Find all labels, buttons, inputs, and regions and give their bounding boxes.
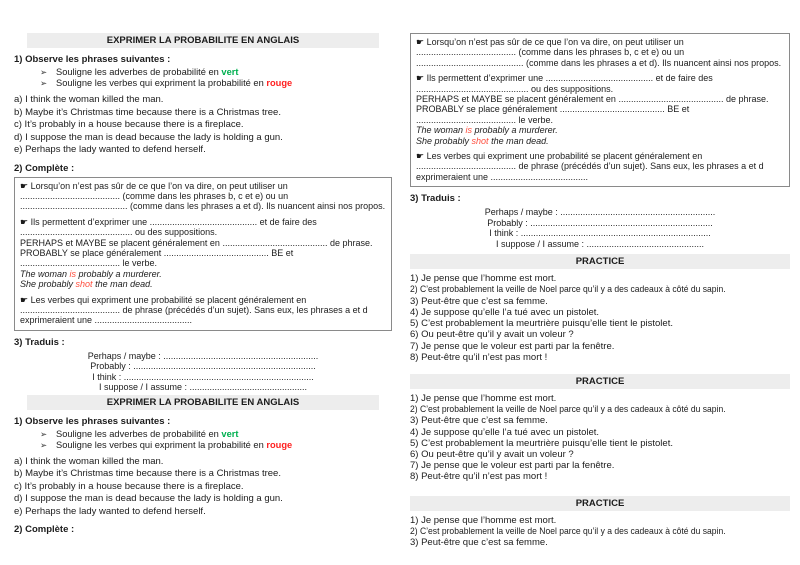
bullet-verbes xyxy=(40,440,392,451)
section3-heading: 3) Traduis : xyxy=(410,193,461,205)
box-paragraph-5 xyxy=(20,295,386,326)
traduis-line-isuppose: I suppose / I assume : ............................................... xyxy=(98,382,308,393)
section2-heading: 2) Complète : xyxy=(14,524,75,536)
example-sentence-1 xyxy=(416,125,784,135)
practice-item: 2) C’est probablement la veille de Noel parce qu’il y a des cadeaux à côté du sapin. xyxy=(410,525,726,537)
box-paragraph-5 xyxy=(416,151,784,182)
worksheet-title: EXPRIMER LA PROBABILITE EN ANGLAIS xyxy=(27,33,379,48)
practice-item: 7) Je pense que le voleur est parti par la fenêtre. xyxy=(410,340,615,352)
sentence-d: d) I suppose the man is dead because the lady is holding a gun. xyxy=(14,493,283,505)
red-verb: shot xyxy=(471,135,489,146)
sentence-b: b) Maybe it’s Christmas time because there is a Christmas tree. xyxy=(14,468,281,480)
example-text: the man dead. xyxy=(488,135,549,146)
traduis-block xyxy=(410,207,790,249)
bullet-text: Souligne les verbes qui expriment la probabilité en xyxy=(56,78,267,88)
traduis-line-perhaps: Perhaps / maybe : .............................................................. xyxy=(484,207,716,218)
color-word-rouge: rouge xyxy=(266,439,293,450)
bullet-adverbes xyxy=(40,429,392,440)
page-1 xyxy=(14,0,392,535)
section1-bullets xyxy=(14,429,392,451)
box-paragraph-4: PROBABLY se place généralement .......................................... BE et ........................................ le verbe. xyxy=(20,247,294,269)
bullet-text: Souligne les adverbes de probabilité en xyxy=(56,67,222,77)
red-verb: is xyxy=(69,268,77,279)
observe-sentences xyxy=(14,456,392,519)
practice-list-2 xyxy=(410,393,790,483)
observe-sentences xyxy=(14,94,392,157)
red-verb: shot xyxy=(75,279,93,290)
box-paragraph-2 xyxy=(20,217,386,238)
box-paragraph-3: PERHAPS et MAYBE se placent généralement en .......................................... de phrase. xyxy=(20,237,373,248)
practice-item: 7) Je pense que le voleur est parti par la fenêtre. xyxy=(410,460,615,472)
practice-item: 3) Peut-être que c’est sa femme. xyxy=(410,536,548,548)
sentence-c: c) It’s probably in a house because there is a fireplace. xyxy=(14,480,244,492)
bullet-text: Souligne les adverbes de probabilité en xyxy=(56,428,222,439)
pointing-hand-icon: ☛ xyxy=(20,180,29,191)
practice-item: 4) Je suppose qu’elle l’a tué avec un pistolet. xyxy=(410,426,600,438)
practice-title: PRACTICE xyxy=(410,496,790,511)
example-sentence-1 xyxy=(20,269,386,279)
arrow-bullet-icon: ➢ xyxy=(40,428,48,439)
red-verb: is xyxy=(465,125,473,136)
pointing-hand-icon: ☛ xyxy=(416,151,425,162)
arrow-bullet-icon: ➢ xyxy=(40,78,48,88)
bullet-verbes xyxy=(40,78,392,89)
pointing-hand-icon: ☛ xyxy=(416,37,425,47)
completion-box xyxy=(14,177,392,331)
section3-heading: 3) Traduis : xyxy=(14,336,65,348)
practice-item: 1) Je pense que l’homme est mort. xyxy=(410,514,557,526)
traduis-line-probably: Probably : ......................................................................... xyxy=(90,361,316,372)
worksheet-title: EXPRIMER LA PROBABILITE EN ANGLAIS xyxy=(27,395,379,410)
page-2 xyxy=(410,0,790,548)
practice-item: 5) C’est probablement la meurtrière puisqu’elle tient le pistolet. xyxy=(410,318,673,330)
color-word-vert: vert xyxy=(221,67,239,77)
practice-item: 1) Je pense que l’homme est mort. xyxy=(410,392,557,404)
example-text: She probably xyxy=(20,279,76,290)
practice-list-3 xyxy=(410,515,790,549)
practice-item: 2) C’est probablement la veille de Noel parce qu’il y a des cadeaux à côté du sapin. xyxy=(410,404,726,416)
completion-box xyxy=(410,33,790,187)
pointing-hand-icon: ☛ xyxy=(20,294,29,305)
box-text: Ils permettent d’exprimer une ........................................... et de faire des ............................................. ou des suppositions. xyxy=(416,73,713,94)
bullet-adverbes xyxy=(40,67,392,78)
bullet-text: Souligne les verbes qui expriment la probabilité en xyxy=(56,439,267,450)
traduis-line-ithink: I think : ............................................................................ xyxy=(92,371,314,382)
example-text: the man dead. xyxy=(92,279,153,290)
section1-heading: 1) Observe les phrases suivantes : xyxy=(14,415,171,427)
sentence-b: b) Maybe it’s Christmas time because there is a Christmas tree. xyxy=(14,106,281,118)
box-paragraph-2 xyxy=(416,73,784,94)
traduis-block xyxy=(14,351,392,393)
traduis-line-isuppose: I suppose / I assume : ............................................... xyxy=(495,238,705,249)
section1-bullets xyxy=(14,67,392,89)
practice-item: 8) Peut-être qu’il n’est pas mort ! xyxy=(410,471,548,483)
section2-heading: 2) Complète : xyxy=(14,162,75,174)
practice-item: 6) Ou peut-être qu’il y avait un voleur ? xyxy=(410,448,574,460)
box-paragraph-1 xyxy=(416,37,784,68)
section1-heading: 1) Observe les phrases suivantes : xyxy=(14,54,171,65)
traduis-line-ithink: I think : ............................................................................ xyxy=(489,228,711,239)
practice-item: 3) Peut-être que c’est sa femme. xyxy=(410,295,548,307)
example-text: probably a murderer. xyxy=(76,268,162,279)
box-text: Les verbes qui expriment une probabilité se placent généralement en ........................................ de phrase (précédés d’un sujet). Sans eux, les phrases a et d exprimeraient une ....................................... xyxy=(416,151,764,182)
practice-title: PRACTICE xyxy=(410,374,790,389)
arrow-bullet-icon: ➢ xyxy=(40,67,48,77)
practice-item: 2) C’est probablement la veille de Noel parce qu’il y a des cadeaux à côté du sapin. xyxy=(410,284,726,296)
arrow-bullet-icon: ➢ xyxy=(40,439,48,450)
traduis-line-probably: Probably : ......................................................................... xyxy=(487,217,713,228)
practice-item: 3) Peut-être que c’est sa femme. xyxy=(410,415,548,427)
sentence-c: c) It’s probably in a house because there is a fireplace. xyxy=(14,119,244,130)
example-sentence-2 xyxy=(416,136,784,146)
practice-item: 1) Je pense que l’homme est mort. xyxy=(410,273,557,285)
box-paragraph-4: PROBABLY se place généralement .......................................... BE et ........................................ le verbe. xyxy=(416,104,690,125)
box-text: Lorsqu’on n’est pas sûr de ce que l’on va dire, on peut utiliser un ........................................ (comme dans les phrases b, c et e) ou un ........................................... (comme dans les phrases a et d). Ils nuancent ainsi nos propos. xyxy=(416,37,782,68)
example-text: She probably xyxy=(416,135,472,146)
sentence-d: d) I suppose the man is dead because the lady is holding a gun. xyxy=(14,131,283,143)
pointing-hand-icon: ☛ xyxy=(20,216,29,227)
box-paragraph-3: PERHAPS et MAYBE se placent généralement en .......................................... de phrase. xyxy=(416,94,769,105)
box-paragraph-1 xyxy=(20,181,386,212)
traduis-line-perhaps: Perhaps / maybe : .............................................................. xyxy=(87,350,319,361)
example-text: The woman xyxy=(416,125,466,136)
box-text: Lorsqu’on n’est pas sûr de ce que l’on va dire, on peut utiliser un ........................................ (comme dans les phrases b, c et e) ou un ........................................... (comme dans les phrases a et d). Ils nuancent ainsi nos propos. xyxy=(20,180,386,212)
worksheet-copy-b xyxy=(14,395,392,536)
color-word-rouge: rouge xyxy=(266,78,293,88)
box-text: Les verbes qui expriment une probabilité se placent généralement en ........................................ de phrase (précédés d’un sujet). Sans eux, les phrases a et d exprimeraient une ....................................... xyxy=(20,294,368,326)
practice-item: 8) Peut-être qu’il n’est pas mort ! xyxy=(410,351,548,363)
example-sentence-2 xyxy=(20,279,386,289)
pointing-hand-icon: ☛ xyxy=(416,73,425,84)
box-text: Ils permettent d’exprimer une ........................................... et de faire des ............................................. ou des suppositions. xyxy=(20,216,317,238)
sentence-e: e) Perhaps the lady wanted to defend herself. xyxy=(14,505,206,517)
example-text: probably a murderer. xyxy=(472,125,558,136)
sentence-e: e) Perhaps the lady wanted to defend herself. xyxy=(14,144,206,155)
practice-item: 5) C’est probablement la meurtrière puisqu’elle tient le pistolet. xyxy=(410,437,673,449)
practice-title: PRACTICE xyxy=(410,254,790,269)
practice-list-1 xyxy=(410,273,790,363)
example-text: The woman xyxy=(20,268,70,279)
color-word-vert: vert xyxy=(221,428,239,439)
practice-item: 6) Ou peut-être qu’il y avait un voleur ? xyxy=(410,329,574,341)
worksheet-copy-a xyxy=(14,33,392,393)
sentence-a: a) I think the woman killed the man. xyxy=(14,455,164,467)
practice-item: 4) Je suppose qu’elle l’a tué avec un pistolet. xyxy=(410,306,600,318)
sentence-a: a) I think the woman killed the man. xyxy=(14,94,164,105)
